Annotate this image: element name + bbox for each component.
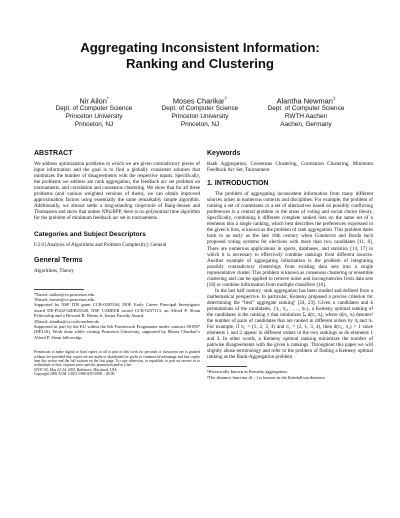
general-terms-heading: General Terms (34, 256, 83, 264)
author-name: Moses Charikar (172, 96, 225, 106)
right-column (207, 150, 373, 380)
title-line-1: Aggregating Inconsistent Information: (80, 40, 320, 55)
author-dept: Dept. of Computer Science (267, 105, 345, 113)
intro-paragraph-2: In the last half century, rank aggregation has been studied and defined from a mathematical perspective. In particular, Kemeny proposed a precise criterion for determining the “best” aggregate ranking¹ [24, 23]. Given n candidates and k permutations of the candidates, {π₁, π₂, . . . , πₖ}, a Kemeny optimal ranking of the candidates is the ranking π that minimizes Σᵢ d(π, πᵢ), where d(πⱼ, πₗ) denotes² the number of pairs of candidates that are ranked in different orders by πⱼ and πₗ. For example, if π₁ = (1, 2, 3, 4) and π₂ = (2, 1, 3, 4), then d(π₁, π₂) = 1 since elements 1 and 2 appear in different orders in the two rankings as do elements 1 and 3. In other words, a Kemeny optimal ranking minimizes the number of pairwise disagreements with the given k rankings. Throughout this paper we will slightly abuse terminology and refer to the problem of finding a Kemeny optimal ranking as the Rank-Aggregation problem. (207, 287, 373, 361)
author-name: Alantha Newman (276, 96, 333, 106)
abstract-text: We address optimization problems in which we are given contradictory pieces of input information and the goal is to find a globally consistent solution that minimizes the number of disagreements with the respective inputs. Specifically, the problems we address are rank aggregation, the feedback arc set problem on tournaments, and correlation and consensus clustering. We show that for all these problems (and various weighted versions of them), we can obtain improved approximation factors using essentially the same remarkably simple algorithm. Additionally, we almost settle a long-standing conjecture of Bang-Jensen and Thomassen and show that unless NP⊆BPP, there is no polynomial time algorithm for the problem of minimum feedback arc set in tournaments. (34, 161, 200, 222)
footnote: ¹Historically known as Kemeny aggregation. (207, 369, 288, 375)
author-mark: * (106, 96, 109, 101)
author-city: Princeton, NJ (74, 120, 114, 128)
author-block-3 (246, 94, 366, 128)
author-mark: ‡ (332, 96, 336, 101)
footnotes-left (34, 292, 200, 341)
general-terms-text: Algorithms, Theory (34, 267, 74, 274)
author-dept: Dept. of Computer Science (161, 105, 239, 113)
footnote: *Email: nailon@cs.princeton.edu. (34, 291, 96, 297)
intro-heading: 1. INTRODUCTION (207, 180, 269, 188)
title-line-2: Ranking and Clustering (125, 56, 274, 71)
author-block-1 (34, 94, 154, 128)
permission-text: Permission to make digital or hard copies of all or part of this work for personal or classroom use is granted without fee provided that copies are not made or distributed for profit or commercial advantage and that copies bear this notice and the full citation on the first page. To copy otherwise, to republish, to post on servers or to redistribute to lists, requires prior specific permission and/or a fee. (34, 350, 200, 368)
author-city: Aachen, Germany (280, 120, 332, 128)
abstract-heading: ABSTRACT (34, 150, 73, 157)
left-column (34, 150, 200, 377)
author-institution: Princeton University (171, 113, 229, 121)
footnote: ‡Email: alantha@cs.rwth-aachen.de. (34, 318, 101, 324)
footnotes-right (207, 369, 373, 380)
categories-text: F.2.0 [Analysis of Algorithms and Problem Complexity]: General (34, 242, 167, 249)
author-name: Nir Ailon (79, 96, 107, 106)
keywords-text: Rank Aggregation, Consensus Clustering, Correlation Clustering, Minimum Feedback Arc Set, Tournament (207, 161, 373, 174)
footnote: †Email: moses@cs.princeton.edu. (34, 296, 96, 302)
keywords-heading: Keywords (207, 150, 241, 157)
footnote-divider (207, 366, 247, 367)
author-mark: † (224, 96, 228, 101)
footnote: Supported in part by the EU within the 6th Framework Programme under contract 001907 (DELIS). Work done while visiting Princeton University, supported by Moses Charikar’s Alfred P. Sloan fellowship. (34, 324, 200, 340)
paper-title (0, 40, 400, 72)
author-city: Princeton, NJ (180, 120, 220, 128)
footnote-divider (34, 289, 84, 290)
author-institution: RWTH Aachen (284, 113, 328, 121)
intro-paragraph-1: The problem of aggregating inconsistent information from many different sources arises in numerous contexts and disciplines. For example, the problem of ranking a set of contestants or a set of alternatives based on possibly conflicting preferences is a central problem in the areas of voting and social choice theory. Specifically, combining k different complete ranked lists on the same set of n elements into a single ranking, which best describes the preferences expressed in the given k lists, is known as the problem of rank aggregation. This problem dates back to as early as the late 18th century when Condorcet and Borda each proposed voting systems for elections with more than two candidates [11, 8]. There are numerous applications in sports, databases, and statistics [14, 17] in which it is necessary to effectively combine rankings from different sources. Another example of aggregating information is the problem of integrating possibly contradictory clusterings from existing data sets into a single representative cluster. This problem is known as consensus clustering or ensemble clustering and can be applied to remove noise and incongruencies from data sets [18] or combine information from multiple classifiers [10]. (207, 191, 373, 288)
author-dept: Dept. of Computer Science (55, 105, 133, 113)
footnote: ²The distance function d(·,·) is known as the Kendall tau distance. (207, 374, 326, 380)
copyright-text: Copyright 2005 ACM 1-58113-960-8/05/0005 ...$5.00. (34, 372, 116, 377)
author-institution: Princeton University (65, 113, 123, 121)
categories-heading: Categories and Subject Descriptors (34, 231, 146, 239)
venue-text: STOC’05, May 22-24, 2005, Baltimore, Maryland, USA. (34, 367, 118, 372)
permission-notice (34, 350, 200, 376)
footnote: Supported by NSF ITR grant CCR-0205594, DOE Early Career Principal Investigator award DE-FG02-02ER25540, NSF CAREER award CCR-0237113, an Alfred P. Sloan Fellowship and a Howard B. Wentz Jr. Junior Faculty Award. (34, 302, 200, 319)
author-block-2 (140, 94, 260, 128)
